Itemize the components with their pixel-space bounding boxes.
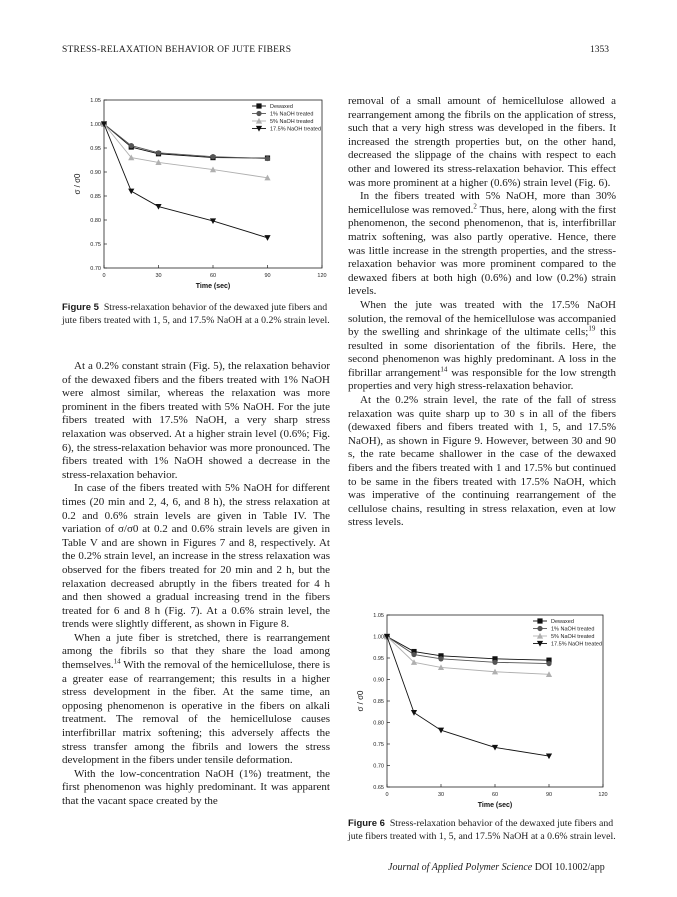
- data-point: [546, 753, 552, 759]
- x-tick-label: 30: [155, 273, 162, 279]
- series-line: [104, 124, 268, 178]
- left-text-column: [62, 360, 330, 809]
- data-point: [256, 103, 261, 108]
- legend-label: 17.5% NaOH treated: [270, 126, 322, 133]
- right-text-column: [348, 95, 616, 530]
- y-tick-label: 1.00: [373, 634, 384, 641]
- paragraph: At the 0.2% strain level, the rate of the fall of stress relaxation was quite sharp up to 30 s in all of the fibers (dewaxed fibers and fibers treated with 1, 5, and 17.5% NaOH), as shown in Figure 9. However, between 30 and 90 s, the rate became shallower in the case of the dewaxed fibers and the fibers treated with 1 and 17.5% but continued to be same in the fibers treated with 17.5% NaOH, which was imperative of the continuing rearrangement of the cellulose chains, resulting in stress relaxation, even at low stress levels.: [348, 394, 616, 529]
- data-point: [438, 656, 443, 661]
- series-line: [387, 637, 549, 757]
- data-point: [537, 618, 542, 623]
- data-point: [156, 150, 161, 155]
- x-tick-label: 60: [491, 792, 499, 798]
- data-point: [537, 626, 542, 631]
- y-tick-label: 0.90: [90, 170, 101, 176]
- y-tick-label: 0.80: [90, 218, 101, 224]
- figure-6-caption: [348, 818, 620, 843]
- legend-label: 1% NaOH treated: [551, 626, 595, 633]
- series-line: [104, 124, 268, 158]
- y-axis-label: σ / σ0: [73, 173, 82, 195]
- y-tick-label: 0.75: [90, 242, 101, 248]
- y-tick-label: 0.90: [373, 677, 384, 684]
- y-tick-label: 0.70: [373, 763, 384, 770]
- data-point: [256, 111, 261, 116]
- legend-label: 17.5% NaOH treated: [551, 641, 603, 648]
- y-tick-label: 0.95: [373, 656, 384, 662]
- y-tick-label: 0.85: [90, 194, 101, 200]
- y-tick-label: 1.05: [90, 98, 101, 104]
- figure-5-caption: [62, 302, 334, 327]
- paragraph: In case of the fibers treated with 5% NaOH for different times (20 min and 2, 4, 6, and 8 h), the stress relaxation at 0.2 and 0.6% strain levels are given in Table IV. The variation of σ/σ0 at 0.2 and 0.6% strain levels are given in Table V and are shown in Figures 7 and 8, respectively. At the 0.2% strain level, an increase in the stress relaxation was observed for the fibers treated for 20 min and 2 h, but the relaxation decreased abruptly in the fibers treated for 4 h and then showed a gradual increasing trend in the fibers treated for 6 and 8 h (Fig. 7). At a 0.6% strain level, the trends were slightly different, as shown in Figure 8.: [62, 482, 330, 631]
- x-axis-label: Time (sec): [195, 283, 231, 290]
- y-tick-label: 0.95: [90, 146, 101, 152]
- reference-marker: 19: [588, 324, 596, 333]
- figure-5-caption-text: Stress-relaxation behavior of the dewaxed jute fibers and jute fibers treated with 1, 5, and 17.5% NaOH at a 0.2% strain level.: [62, 302, 330, 326]
- data-point: [411, 710, 417, 716]
- plot-frame: [104, 100, 322, 268]
- y-tick-label: 0.65: [373, 785, 384, 791]
- doi: DOI 10.1002/app: [532, 862, 605, 873]
- y-axis-label: σ / σ0: [356, 690, 365, 712]
- running-title: STRESS-RELAXATION BEHAVIOR OF JUTE FIBERS: [62, 45, 292, 55]
- page-number: 1353: [590, 45, 609, 55]
- paragraph: When a jute fiber is stretched, there is rearrangement among the fibrils so that they share the load among themselves.$^{14}$ With the removal of the hemicellulose, there is a greater ease of rearrangement; this results in a higher stress development in the fiber. At the same time, an opposing phenomenon is operative in the fibers on alkali treatment. The removal of the hemicellulose causes interfibrillar matrix softening; this adversely affects the stress transfer among the fibrils and lowers the stress development in the fibers under tensile deformation.: [62, 631, 330, 767]
- y-tick-label: 1.05: [373, 613, 384, 619]
- data-point: [492, 660, 497, 665]
- x-tick-label: 90: [545, 792, 553, 798]
- y-tick-label: 0.75: [373, 742, 384, 748]
- x-tick-label: 0: [385, 792, 389, 798]
- x-axis-label: Time (sec): [477, 802, 513, 809]
- journal-name: Journal of Applied Polymer Science: [388, 862, 533, 873]
- paragraph: When the jute was treated with the 17.5% NaOH solution, the removal of the hemicellulose was accompanied by the swelling and shrinkage of the ultimate cells;$^{19}$ this resulted in some disorientation of the fibrils. Here, the second phenomenon was highly predominant. A loss in the fibrillar arrangement$^{14}$ was responsible for the low strength properties and very high stress-relaxation behavior.: [348, 298, 616, 393]
- legend-label: 5% NaOH treated: [270, 119, 314, 125]
- paragraph: removal of a small amount of hemicellulose allowed a rearrangement among the fibrils on the application of stress, such that a very high stress was developed in the fibers. It increased the strength properties but, on the other hand, decreased the slippage of the chains with respect to each other and lowered its stress-relaxation behavior. This effect was more prominent at a higher (0.6%) strain level (Fig. 6).: [348, 95, 616, 189]
- data-point: [128, 189, 134, 195]
- series-line: [104, 124, 268, 238]
- y-tick-label: 0.80: [373, 720, 384, 727]
- paragraph: With the low-concentration NaOH (1%) treatment, the first phenomenon was highly predominant. It was apparent that the vacant space created by the: [62, 767, 330, 807]
- legend-label: 5% NaOH treated: [551, 634, 595, 640]
- figure-5-chart: [60, 92, 340, 292]
- series-line: [104, 124, 268, 159]
- figure-6-caption-text: Stress-relaxation behavior of the dewaxed jute fibers and jute fibers treated with 1, 5, and 17.5% NaOH at a 0.6% strain level.: [348, 818, 616, 842]
- reference-marker: 14: [440, 365, 448, 374]
- y-tick-label: 0.85: [373, 699, 384, 705]
- legend-label: Dewaxed: [270, 104, 293, 110]
- data-point: [546, 661, 551, 666]
- legend-label: 1% NaOH treated: [270, 111, 314, 118]
- x-tick-label: 60: [209, 273, 217, 279]
- y-tick-label: 1.00: [90, 122, 101, 128]
- paragraph: At a 0.2% constant strain (Fig. 5), the relaxation behavior of the dewaxed fibers and the fibers treated with 1% NaOH were almost similar, whereas the relaxation was more prominent in the fibers treated with 5% NaOH. For the jute fibers treated with 17.5% NaOH, a very sharp stress relaxation was observed. At a higher strain level (0.6%; Fig. 6), the stress-relaxation behavior was more pronounced. The fibers treated with 1% NaOH showed a decrease in the stress-relaxation behavior.: [62, 360, 330, 481]
- x-tick-label: 0: [102, 273, 106, 279]
- figure-5-label: Figure 5: [62, 302, 99, 313]
- reference-marker: 2: [473, 202, 477, 211]
- paragraph: In the fibers treated with 5% NaOH, more than 30% hemicellulose was removed.$^2$ Thus, here, along with the first phenomenon, the second phenomenon, that is, interfibrillar matrix softening, was also partly operative. Hence, there was little increase in the strength properties, and the stress-relaxation behavior was more prominent compared to the dewaxed fibers at both high (0.6%) and low (0.2%) strain levels.: [348, 190, 616, 298]
- data-point: [210, 154, 215, 159]
- figure-6-chart: [345, 607, 625, 812]
- data-point: [265, 156, 270, 161]
- data-point: [129, 143, 134, 148]
- figure-6-label: Figure 6: [348, 818, 385, 829]
- series-line: [387, 637, 549, 661]
- data-point: [411, 652, 416, 657]
- x-tick-label: 120: [598, 792, 608, 798]
- journal-footer: [388, 862, 605, 873]
- legend-label: Dewaxed: [551, 619, 574, 625]
- reference-marker: 14: [113, 657, 121, 666]
- x-tick-label: 90: [264, 273, 271, 279]
- x-tick-label: 30: [437, 792, 445, 798]
- series-line: [387, 637, 549, 675]
- y-tick-label: 0.70: [90, 266, 101, 272]
- data-point: [264, 235, 270, 241]
- x-tick-label: 120: [317, 273, 327, 279]
